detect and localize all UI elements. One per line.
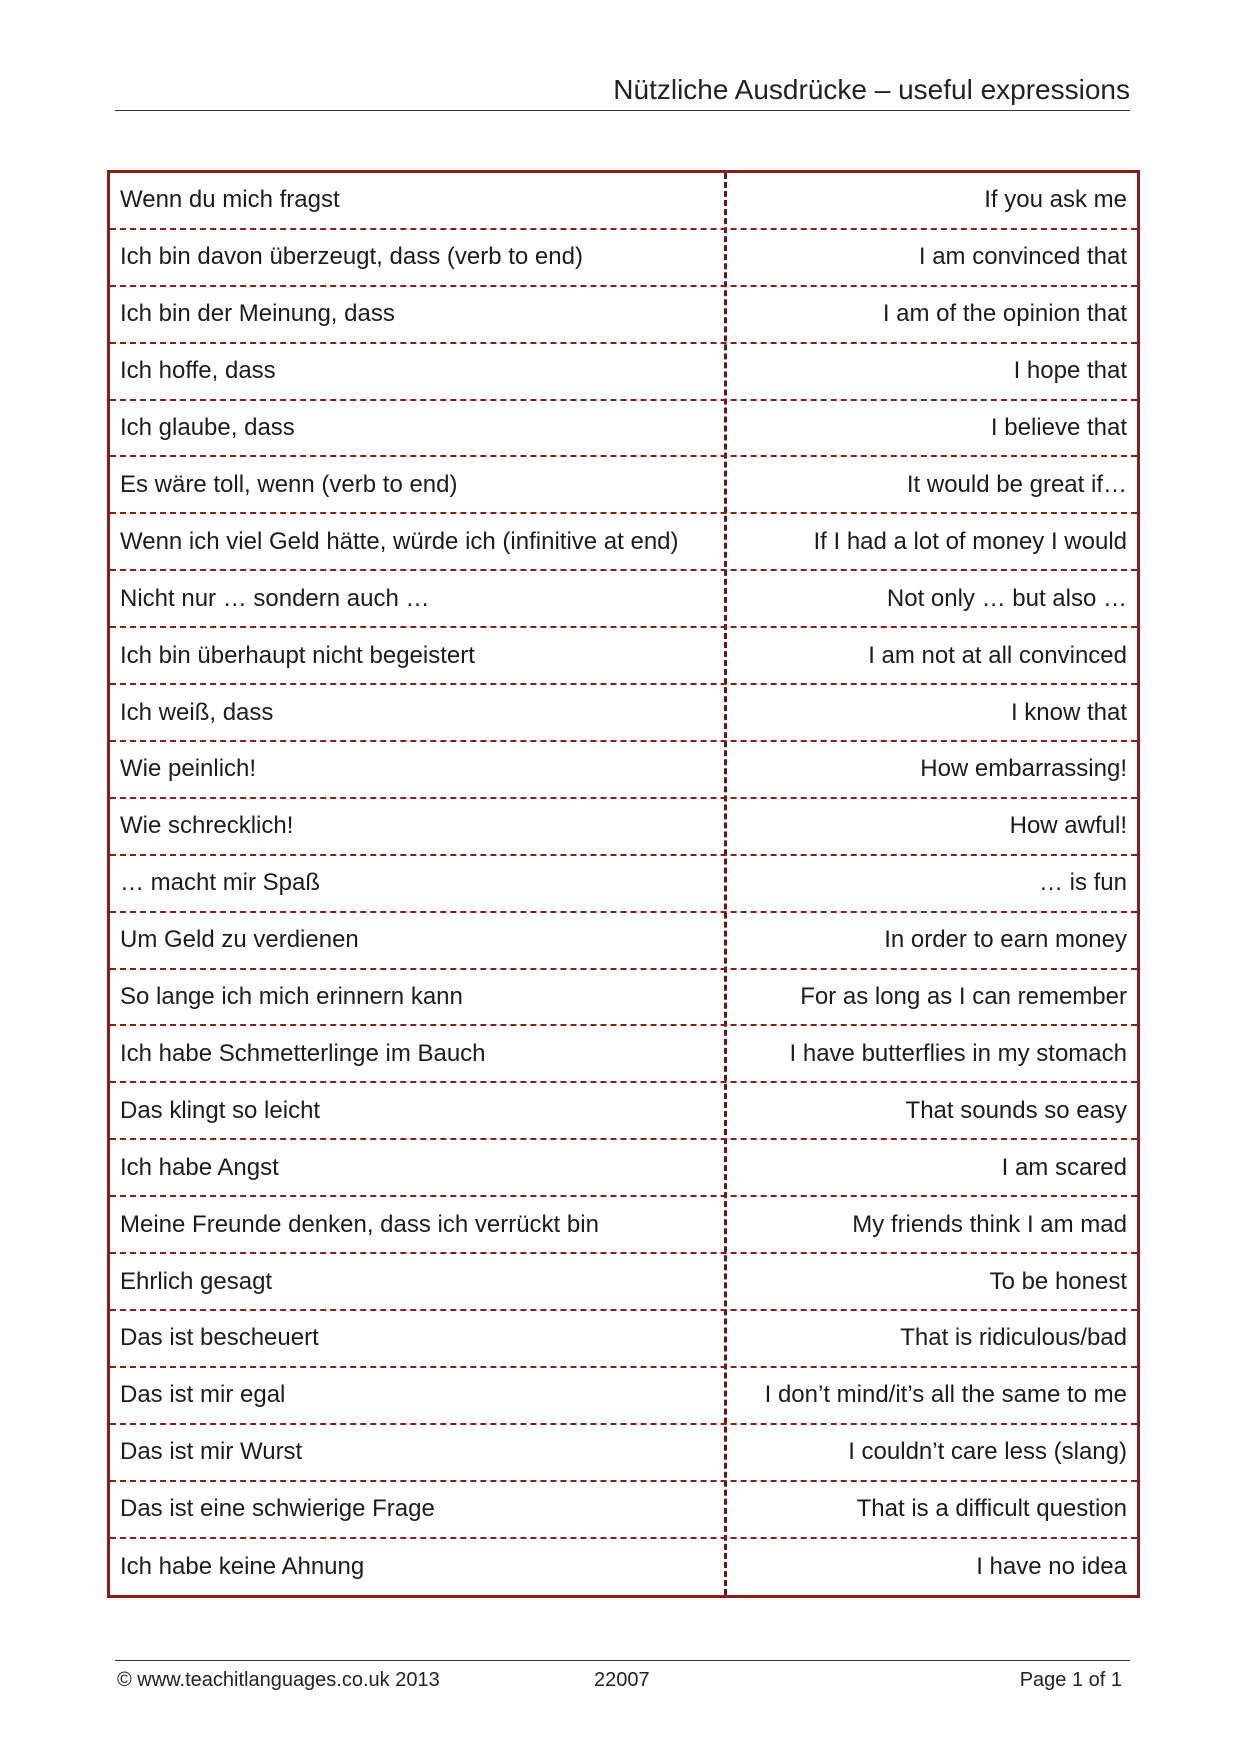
german-expression: Das ist bescheuert — [120, 1324, 319, 1352]
german-expression: … macht mir Spaß — [120, 869, 321, 897]
english-translation: I have butterflies in my stomach — [789, 1039, 1127, 1067]
page-footer — [115, 1660, 1130, 1701]
table-row — [110, 1311, 1137, 1368]
english-translation: If I had a lot of money I would — [813, 527, 1127, 555]
english-translation: I hope that — [1013, 357, 1127, 385]
english-translation: It would be great if… — [906, 470, 1127, 498]
german-expression: Ehrlich gesagt — [120, 1267, 273, 1295]
german-expression: Ich hoffe, dass — [120, 357, 276, 385]
english-translation: I am of the opinion that — [882, 300, 1127, 328]
english-translation: I believe that — [990, 414, 1127, 442]
table-row — [110, 913, 1137, 970]
table-row — [110, 742, 1137, 799]
german-expression: Ich bin davon überzeugt, dass (verb to end) — [120, 243, 583, 271]
table-row — [110, 970, 1137, 1027]
german-expression: Es wäre toll, wenn (verb to end) — [120, 470, 458, 498]
table-row — [110, 230, 1137, 287]
table-row — [110, 1197, 1137, 1254]
german-expression: Ich weiß, dass — [120, 698, 274, 726]
footer-page-number: Page 1 of 1 — [1019, 1669, 1122, 1691]
table-row — [110, 1368, 1137, 1425]
english-translation: I am not at all convinced — [868, 641, 1127, 669]
english-translation: Not only … but also … — [886, 584, 1127, 612]
english-translation: I have no idea — [976, 1553, 1127, 1581]
english-translation: I know that — [1010, 698, 1127, 726]
table-row — [110, 856, 1137, 913]
table-row — [110, 1425, 1137, 1482]
german-expression: Das ist mir egal — [120, 1381, 286, 1409]
table-row — [110, 1140, 1137, 1197]
english-translation: How embarrassing! — [920, 755, 1127, 783]
german-expression: Das ist mir Wurst — [120, 1438, 303, 1466]
german-expression: So lange ich mich erinnern kann — [120, 983, 463, 1011]
table-row — [110, 799, 1137, 856]
english-translation: If you ask me — [984, 186, 1127, 214]
footer-code: 22007 — [594, 1669, 650, 1691]
english-translation: In order to earn money — [884, 926, 1127, 954]
table-row — [110, 628, 1137, 685]
table-row — [110, 1482, 1137, 1539]
english-translation: That is a difficult question — [856, 1495, 1127, 1523]
english-translation: To be honest — [989, 1267, 1127, 1295]
german-expression: Das klingt so leicht — [120, 1096, 321, 1124]
table-row — [110, 173, 1137, 230]
german-expression: Wie peinlich! — [120, 755, 257, 783]
german-expression: Wenn du mich fragst — [120, 186, 340, 214]
table-row — [110, 571, 1137, 628]
german-expression: Ich bin überhaupt nicht begeistert — [120, 641, 475, 669]
english-translation: I am convinced that — [918, 243, 1127, 271]
german-expression: Ich glaube, dass — [120, 414, 295, 442]
german-expression: Meine Freunde denken, dass ich verrückt bin — [120, 1210, 599, 1238]
english-translation: My friends think I am mad — [852, 1210, 1127, 1238]
table-row — [110, 1027, 1137, 1084]
german-expression: Ich habe keine Ahnung — [120, 1553, 365, 1581]
english-translation: That sounds so easy — [905, 1096, 1127, 1124]
english-translation: That is ridiculous/bad — [900, 1324, 1127, 1352]
table-row — [110, 1083, 1137, 1140]
table-row — [110, 685, 1137, 742]
german-expression: Nicht nur … sondern auch … — [120, 584, 430, 612]
expressions-table — [107, 170, 1140, 1598]
english-translation: I couldn’t care less (slang) — [848, 1438, 1127, 1466]
english-translation: … is fun — [1038, 869, 1127, 897]
german-expression: Um Geld zu verdienen — [120, 926, 359, 954]
page-header — [115, 70, 1130, 111]
table-row — [110, 344, 1137, 401]
footer-copyright: © www.teachitlanguages.co.uk 2013 — [117, 1669, 440, 1691]
german-expression: Ich habe Angst — [120, 1153, 279, 1181]
table-row — [110, 287, 1137, 344]
german-expression: Ich habe Schmetterlinge im Bauch — [120, 1039, 486, 1067]
english-translation: For as long as I can remember — [800, 983, 1127, 1011]
table-row — [110, 514, 1137, 571]
german-expression: Wenn ich viel Geld hätte, würde ich (infinitive at end) — [120, 527, 679, 555]
table-row — [110, 401, 1137, 458]
table-row — [110, 1539, 1137, 1596]
german-expression: Wie schrecklich! — [120, 812, 294, 840]
german-expression: Das ist eine schwierige Frage — [120, 1495, 435, 1523]
table-row — [110, 458, 1137, 515]
english-translation: How awful! — [1009, 812, 1127, 840]
table-row — [110, 1254, 1137, 1311]
german-expression: Ich bin der Meinung, dass — [120, 300, 395, 328]
page-title: Nützliche Ausdrücke – useful expressions — [613, 74, 1130, 105]
english-translation: I don’t mind/it’s all the same to me — [764, 1381, 1127, 1409]
english-translation: I am scared — [1001, 1153, 1127, 1181]
